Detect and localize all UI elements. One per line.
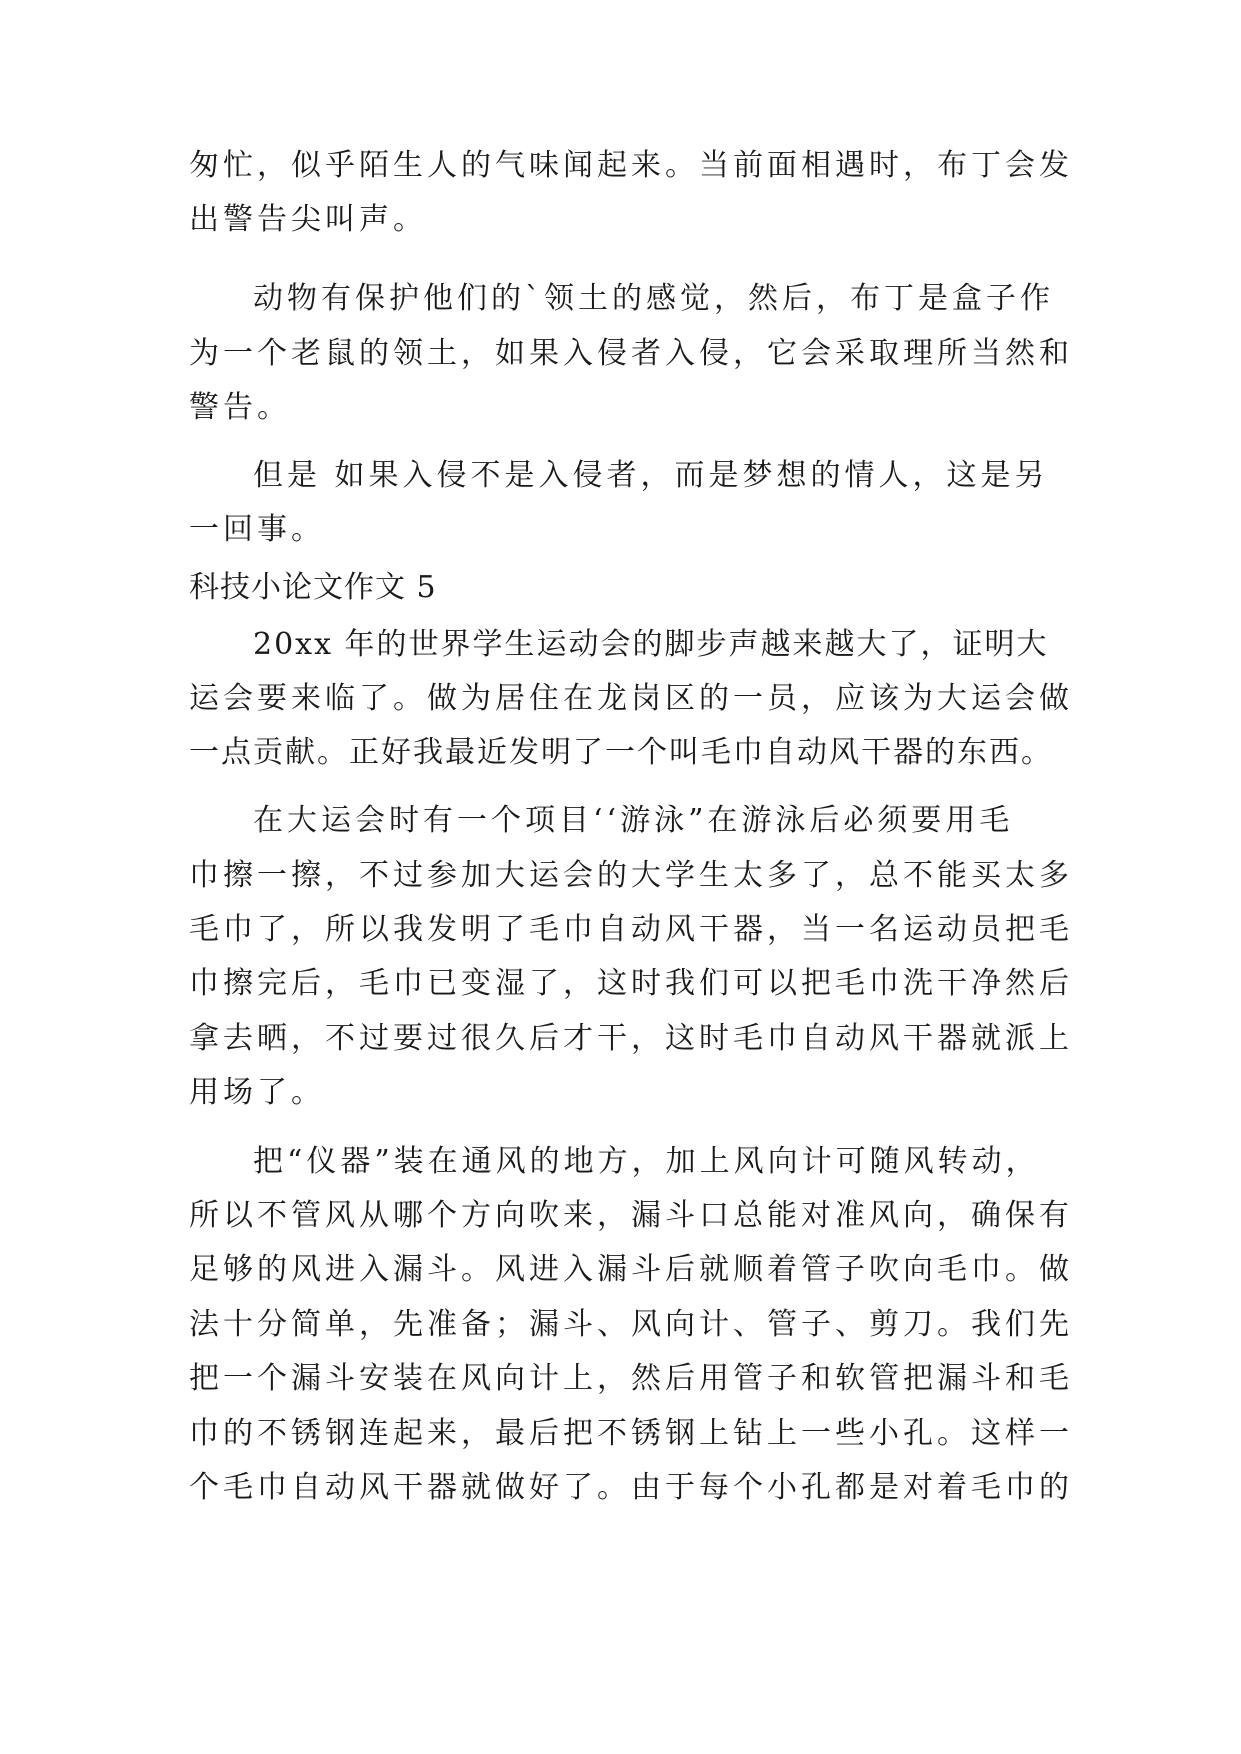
text-line: 一点贡献。正好我最近发明了一个叫毛巾自动风干器的东西。 (189, 735, 1053, 770)
text-line: 用场了。 (189, 1075, 325, 1110)
section-heading: 科技小论文作文 5 (189, 570, 437, 605)
text-line: 巾擦完后，毛巾已变湿了，这时我们可以把毛巾洗干净然后 (189, 966, 1073, 1001)
text-line: 把“仪器”装在通风的地方，加上风向计可随风转动， (253, 1144, 1040, 1179)
text-line: 一回事。 (189, 512, 325, 547)
text-line: 毛巾了，所以我发明了毛巾自动风干器，当一名运动员把毛 (189, 912, 1073, 947)
text-line: 巾擦一擦，不过参加大运会的大学生太多了，总不能买太多 (189, 858, 1073, 893)
text-line: 个毛巾自动风干器就做好了。由于每个小孔都是对着毛巾的 (189, 1470, 1073, 1505)
text-line: 把一个漏斗安装在风向计上，然后用管子和软管把漏斗和毛 (189, 1361, 1073, 1396)
text-line: 为一个老鼠的领土，如果入侵者入侵，它会采取理所当然和 (189, 336, 1073, 371)
text-line: 运会要来临了。做为居住在龙岗区的一员，应该为大运会做 (189, 681, 1073, 716)
text-line: 出警告尖叫声。 (189, 202, 427, 237)
text-line: 警告。 (189, 390, 291, 425)
text-line: 法十分简单，先准备；漏斗、风向计、管子、剪刀。我们先 (189, 1307, 1073, 1342)
text-line: 20xx 年的世界学生运动会的脚步声越来越大了，证明大 (253, 627, 1049, 662)
text-line: 匆忙，似乎陌生人的气味闻起来。当前面相遇时，布丁会发 (189, 148, 1073, 183)
text-line: 动物有保护他们的`领土的感觉，然后，布丁是盒子作 (253, 281, 1054, 316)
text-line: 拿去晒，不过要过很久后才干，这时毛巾自动风干器就派上 (189, 1021, 1073, 1056)
text-line: 足够的风进入漏斗。风进入漏斗后就顺着管子吹向毛巾。做 (189, 1252, 1073, 1287)
text-line: 所以不管风从哪个方向吹来，漏斗口总能对准风向，确保有 (189, 1198, 1073, 1233)
text-line: 在大运会时有一个项目‘‘游泳”在游泳后必须要用毛 (253, 803, 1014, 838)
text-line: 但是 如果入侵不是入侵者，而是梦想的情人，这是另 (253, 458, 1049, 493)
text-line: 巾的不锈钢连起来，最后把不锈钢上钻上一些小孔。这样一 (189, 1416, 1073, 1451)
